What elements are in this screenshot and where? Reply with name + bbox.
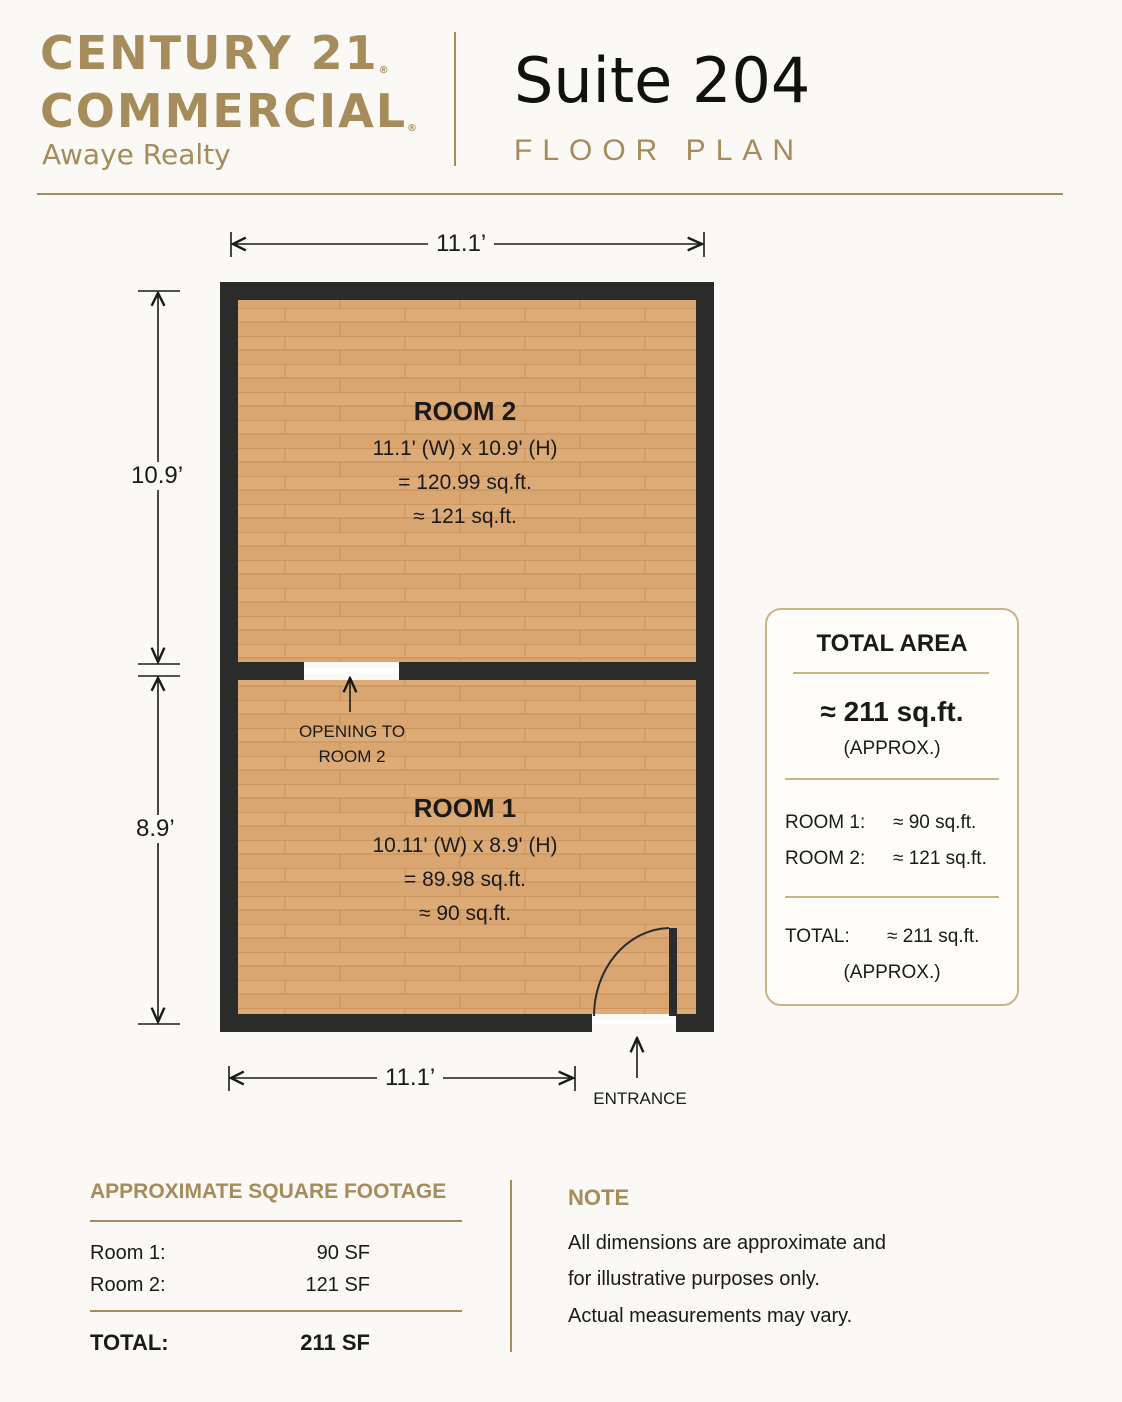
opening-label-line1: OPENING TO [298,722,406,741]
room2-label [300,396,630,529]
brand-line-realty: Awaye Realty [42,138,231,171]
total-area-rule [785,778,999,780]
footage-row-room2: Room 2: 121 SF [90,1274,370,1296]
total-area-row-room2: ROOM 2: ≈ 121 sq.ft. [785,848,987,869]
total-area-title: TOTAL AREA [816,630,968,657]
brand-line-commercial: COMMERCIAL® [40,84,418,138]
entrance-label: ENTRANCE [593,1089,687,1108]
footage-rule [90,1310,462,1312]
note-line: All dimensions are approximate and [568,1232,886,1254]
room2-approx-area: ≈ 121 sq.ft. [413,505,517,528]
footage-row-total: TOTAL: 211 SF [90,1330,370,1355]
dimension-room1-height: 8.9’ [128,815,183,843]
dimension-room2-height: 10.9’ [123,462,191,490]
footage-row-room1: Room 1: 90 SF [90,1242,370,1264]
total-area-panel [765,608,1019,1006]
page-subtitle: FLOOR PLAN [514,134,805,167]
total-area-approx: (APPROX.) [843,738,941,759]
opening-label-line2: ROOM 2 [318,746,386,766]
opening-gap [304,668,399,673]
footage-rule [90,1220,462,1222]
registered-mark: ® [407,123,418,134]
footer-divider [510,1180,512,1352]
room2-exact-area: = 120.99 sq.ft. [398,471,532,494]
note-line: for illustrative purposes only. [568,1268,820,1290]
total-area-total-approx: (APPROX.) [843,962,941,983]
room1-approx-area: ≈ 90 sq.ft. [418,902,512,925]
total-area-rule [793,672,989,674]
brand-line-century21: CENTURY 21® [40,26,389,80]
opening-label [282,720,422,769]
room1-exact-area: = 89.98 sq.ft. [403,868,526,891]
registered-mark: ® [378,65,389,76]
note-title: NOTE [568,1185,630,1210]
room1-label [300,793,630,926]
total-area-value: ≈ 211 sq.ft. [820,696,964,727]
total-area-row-total: TOTAL: ≈ 211 sq.ft. [785,926,980,947]
total-area-rule [785,896,999,898]
dimension-bottom-width: 11.1’ [377,1064,443,1092]
total-area-row-room1: ROOM 1: ≈ 90 sq.ft. [785,812,977,833]
note-line: Actual measurements may vary. [568,1305,853,1327]
footage-title: APPROXIMATE SQUARE FOOTAGE [90,1180,447,1203]
room1-name: ROOM 1 [413,793,517,823]
page-title: Suite 204 [514,44,811,117]
dimension-top-width: 11.1’ [428,230,494,258]
room2-name: ROOM 2 [413,396,517,426]
room1-dims: 10.11' (W) x 8.9' (H) [372,834,558,857]
room2-dims: 11.1' (W) x 10.9' (H) [372,437,558,460]
